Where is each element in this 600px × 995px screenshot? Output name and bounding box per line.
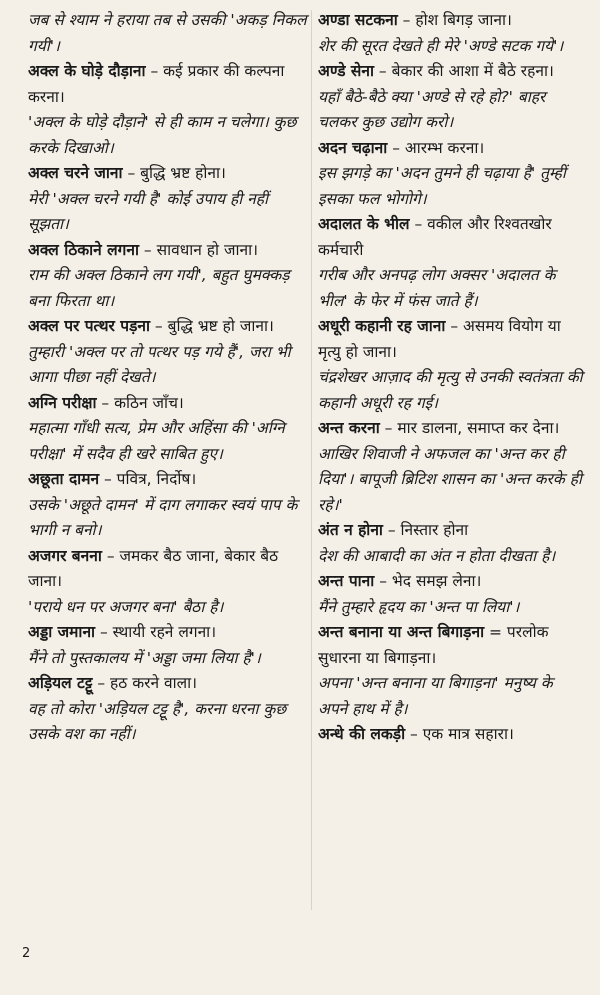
idiom-entry	[318, 314, 584, 365]
idiom-term: अन्त बनाना या अन्त बिगाड़ना	[318, 623, 485, 641]
example-sentence: चंद्रशेखर आज़ाद की मृत्यु से उनकी स्वतंत्रता की कहानी अधूरी रह गई।	[318, 368, 583, 412]
idiom-meaning: – होश बिगड़ जाना।	[397, 11, 512, 29]
example-sentence: गरीब और अनपढ़ लोग अक्सर 'अदालत के भील' के फेर में फंस जाते हैं।	[318, 266, 556, 310]
idiom-term: अण्डे सेना	[318, 62, 374, 80]
idiom-meaning: – पवित्र, निर्दोष।	[99, 470, 197, 488]
idiom-entry	[318, 518, 584, 544]
idiom-entry	[28, 671, 308, 697]
idiom-meaning: – एक मात्र सहारा।	[405, 725, 514, 743]
idiom-entry	[318, 59, 584, 85]
idiom-term: अग्नि परीक्षा	[28, 393, 97, 412]
right-column	[318, 8, 584, 748]
idiom-meaning: – भेद समझ लेना।	[374, 572, 482, 590]
idiom-entry	[28, 238, 308, 264]
idiom-meaning: – बुद्धि भ्रष्ट होना।	[122, 164, 226, 182]
example-sentence: मेरी 'अक्ल चरने गयी है' कोई उपाय ही नहीं सूझता।	[28, 189, 269, 233]
example-sentence: उसके 'अछूते दामन' में दाग लगाकर स्वयं पाप के भागी न बनो।	[28, 495, 298, 539]
idiom-entry	[318, 569, 584, 595]
idiom-term: अन्त पाना	[318, 572, 375, 590]
example-sentence: आखिर शिवाजी ने अफजल का 'अन्त कर ही दिया'। बापूजी ब्रिटिश शासन का 'अन्त करके ही रहे।'	[318, 444, 582, 514]
idiom-term: अदन चढ़ाना	[318, 138, 388, 157]
example-sentence: 'अक्ल के घोड़े दौड़ाने' से ही काम न चलेगा। कुछ करके दिखाओ।	[28, 113, 297, 157]
example-sentence: मैंने तो पुस्तकालय में 'अड्डा जमा लिया है'।	[28, 648, 261, 667]
idiom-meaning: – वकील और रिश्वतखोर कर्मचारी	[318, 215, 552, 259]
idiom-term: अंत न होना	[318, 521, 383, 539]
idiom-term: अजगर बनना	[28, 546, 102, 565]
idiom-term: अधूरी कहानी रह जाना	[318, 317, 446, 335]
idiom-meaning: = परलोक सुधारना या बिगाड़ना।	[318, 623, 549, 667]
example-sentence: महात्मा गाँधी सत्य, प्रेम और अहिंसा की 'अग्नि परीक्षा' में सदैव ही खरे साबित हुए।	[28, 419, 285, 463]
example-sentence: मैंने तुम्हारे हृदय का 'अन्त पा लिया'।	[318, 597, 520, 616]
idiom-term: अण्डा सटकना	[318, 11, 398, 29]
idiom-meaning: – हठ करने वाला।	[92, 674, 198, 692]
idiom-entry	[318, 212, 584, 263]
idiom-term: अड़ियल टट्टू	[28, 674, 93, 692]
example-sentence: तुम्हारी 'अक्ल पर तो पत्थर पड़ गये हैं', जरा भी आगा पीछा नहीं देखते।	[28, 342, 291, 386]
example-sentence: 'पराये धन पर अजगर बना' बैठा है।	[28, 597, 224, 616]
idiom-entry	[28, 391, 308, 417]
example-sentence: अपना 'अन्त बनाना या बिगाड़ना' मनुष्य के अपने हाथ में है।	[318, 674, 553, 718]
idiom-meaning: – कई प्रकार की कल्पना करना।	[28, 62, 285, 106]
idiom-entry	[318, 416, 584, 442]
idiom-entry	[28, 161, 308, 187]
example-sentence: राम की अक्ल ठिकाने लग गयी', बहुत घुमक्कड़ बना फिरता था।	[28, 266, 290, 310]
column-divider	[311, 10, 312, 910]
idiom-entry	[28, 467, 308, 493]
idiom-meaning: – कठिन जाँच।	[96, 393, 184, 412]
idiom-entry	[28, 544, 308, 595]
idiom-entry	[318, 8, 584, 34]
idiom-term: अदालत के भील	[318, 215, 410, 233]
idiom-term: अन्धे की लकड़ी	[318, 725, 406, 743]
idiom-entry	[318, 136, 584, 162]
page-number: 2	[22, 946, 31, 961]
idiom-meaning: – असमय वियोग या मृत्यु हो जाना।	[318, 317, 561, 361]
idiom-term: अक्ल के घोड़े दौड़ाना	[28, 62, 146, 80]
idiom-meaning: – बेकार की आशा में बैठे रहना।	[374, 62, 554, 80]
example-sentence: इस झगड़े का 'अदन तुमने ही चढ़ाया है' तुम्हीं इसका फल भोगोगे।	[318, 164, 566, 208]
idiom-meaning: – निस्तार होना	[382, 521, 469, 539]
example-sentence: यहाँ बैठे-बैठे क्या 'अण्डे से रहे हो?' बाहर चलकर कुछ उद्योग करो।	[318, 87, 546, 131]
idiom-entry	[28, 620, 308, 646]
idiom-entry	[28, 314, 308, 340]
idiom-meaning: – सावधान हो जाना।	[139, 240, 258, 259]
example-sentence: देश की आबादी का अंत न होता दीखता है।	[318, 546, 556, 565]
idiom-meaning: – मार डालना, समाप्त कर देना।	[379, 419, 560, 437]
idiom-meaning: – बुद्धि भ्रष्ट हो जाना।	[150, 317, 274, 335]
example-sentence: जब से श्याम ने हराया तब से उसकी 'अकड़ निकल गयी'।	[28, 11, 307, 55]
example-sentence: वह तो कोरा 'अड़ियल टट्टू है', करना धरना कुछ उसके वश का नहीं।	[28, 699, 287, 743]
idiom-term: अन्त करना	[318, 419, 380, 437]
left-column	[28, 8, 308, 748]
idiom-term: अक्ल चरने जाना	[28, 164, 123, 182]
idiom-entry	[318, 722, 584, 748]
idiom-meaning: – स्थायी रहने लगना।	[95, 623, 217, 641]
idiom-term: अक्ल पर पत्थर पड़ना	[28, 317, 150, 335]
idiom-term: अड्डा जमाना	[28, 623, 96, 641]
idiom-meaning: – आरम्भ करना।	[387, 138, 485, 157]
idiom-entry	[318, 620, 584, 671]
idiom-meaning: – जमकर बैठ जाना, बेकार बैठ जाना।	[28, 546, 279, 590]
idiom-entry	[28, 59, 308, 110]
example-sentence: शेर की सूरत देखते ही मेरे 'अण्डे सटक गये'।	[318, 36, 564, 55]
idiom-term: अक्ल ठिकाने लगना	[28, 240, 139, 259]
idiom-term: अछूता दामन	[28, 470, 100, 488]
